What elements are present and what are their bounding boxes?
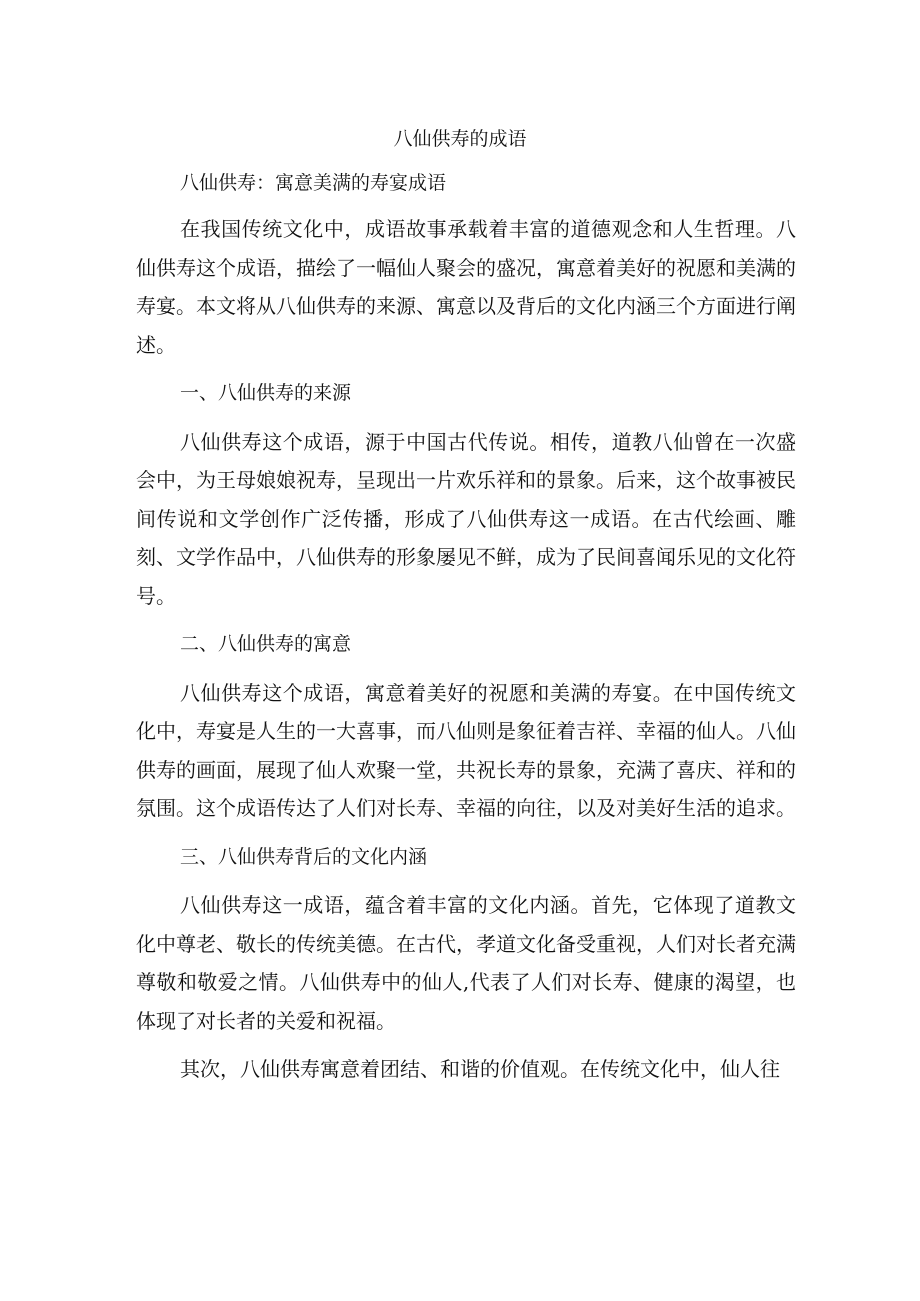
section-2-paragraph: 八仙供寿这个成语，寓意着美好的祝愿和美满的寿宴。在中国传统文化中，寿宴是人生的一大喜事，而八仙则是象征着吉祥、幸福的仙人。八仙供寿的画面，展现了仙人欢聚一堂，共祝长寿的景象，充满了喜庆、祥和的氛围。这个成语传达了人们对长寿、幸福的向往，以及对美好生活的追求。 (136, 680, 796, 820)
document-body (136, 210, 796, 1099)
document-title: 八仙供寿的成语 (393, 128, 527, 150)
section-1-heading: 一、八仙供寿的来源 (180, 382, 352, 404)
document-subtitle: 八仙供寿：寓意美满的寿宴成语 (180, 172, 447, 194)
section-3-heading: 三、八仙供寿背后的文化内涵 (180, 845, 428, 868)
section-3-paragraph-2: 其次，八仙供寿寓意着团结、和谐的价值观。在传统文化中，仙人往 (180, 1057, 780, 1081)
section-1-paragraph: 八仙供寿这个成语，源于中国古代传说。相传，道教八仙曾在一次盛会中，为王母娘娘祝寿，呈现出一片欢乐祥和的景象。后来，这个故事被民间传说和文学创作广泛传播，形成了八仙供寿这一成语。在古代绘画、雕刻、文学作品中，八仙供寿的形象屡见不鲜，成为了民间喜闻乐见的文化符号。 (136, 429, 796, 608)
intro-paragraph: 在我国传统文化中，成语故事承载着丰富的道德观念和人生哲理。八仙供寿这个成语，描绘了一幅仙人聚会的盛况，寓意着美好的祝愿和美满的寿宴。本文将从八仙供寿的来源、寓意以及背后的文化内涵三个方面进行阐述。 (136, 217, 796, 357)
section-3-paragraph-1: 八仙供寿这一成语，蕴含着丰富的文化内涵。首先，它体现了道教文化中尊老、敬长的传统美德。在古代，孝道文化备受重视，人们对长者充满尊敬和敬爱之情。八仙供寿中的仙人,代表了人们对长寿、健康的渴望，也体现了对长者的关爱和祝福。 (136, 893, 796, 1033)
section-2-heading: 二、八仙供寿的寓意 (180, 633, 352, 655)
